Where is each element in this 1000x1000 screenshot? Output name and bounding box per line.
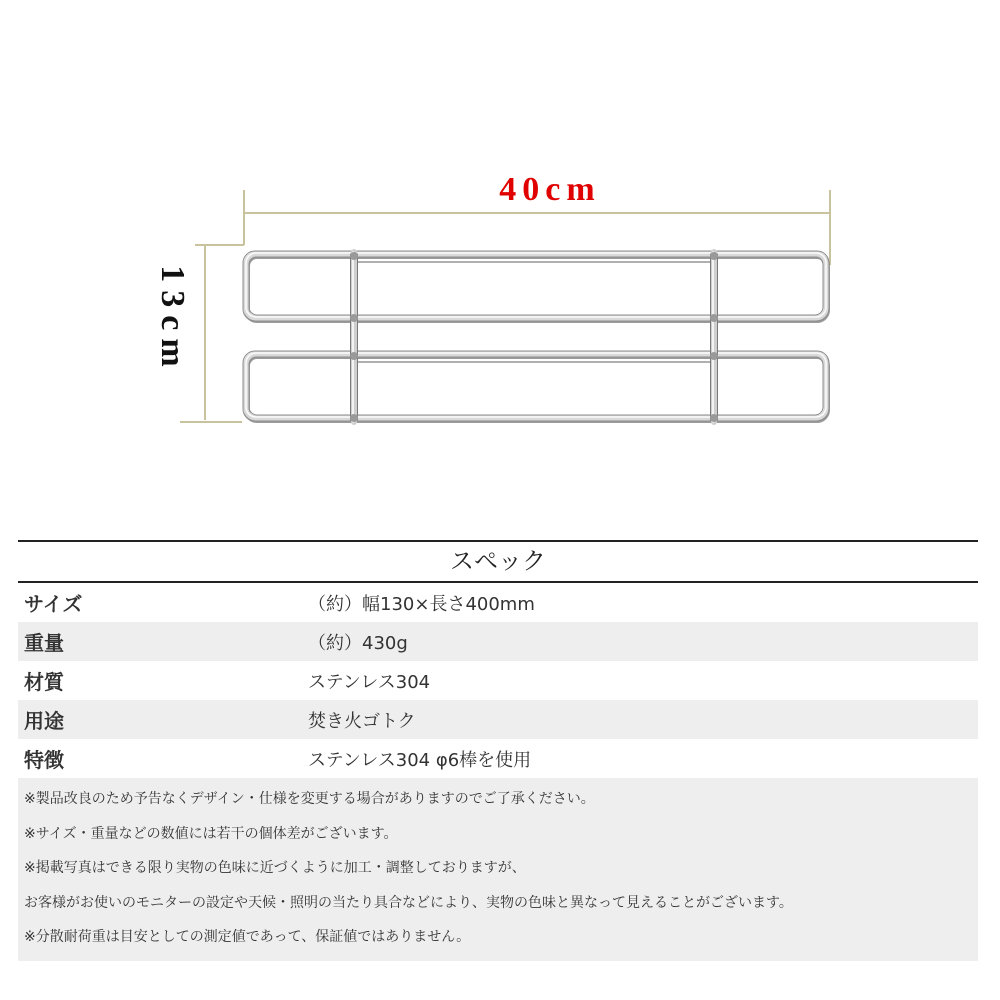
note-line: ※分散耐荷重は目安としての測定値であって、保証値ではありません。 — [24, 929, 471, 945]
spec-row-usage — [18, 700, 978, 739]
spec-title: スペック — [450, 547, 546, 575]
spec-key: 特徴 — [24, 748, 64, 772]
note-line: ※サイズ・重量などの数値には若干の個体差がございます。 — [24, 825, 398, 842]
grate-frames — [243, 251, 829, 422]
spec-row-material — [18, 661, 978, 700]
spec-row-features — [18, 739, 978, 778]
spec-header — [18, 540, 978, 583]
spec-key: 材質 — [24, 670, 64, 694]
height-dimension-label: 13cm — [154, 265, 191, 375]
dimension-lines — [180, 190, 830, 422]
spec-value: 焚き火ゴトク — [308, 710, 416, 732]
width-dimension-label: 40cm — [499, 171, 601, 208]
spec-key: 重量 — [24, 631, 64, 655]
spec-value: ステンレス304 — [308, 671, 431, 693]
note-line: ※製品改良のため予告なくデザイン・仕様を変更する場合がありますのでご了承ください。 — [24, 791, 595, 807]
spec-value: （約）430g — [308, 632, 408, 654]
spec-table — [18, 540, 978, 961]
spec-row-weight — [18, 622, 978, 661]
spec-key: 用途 — [24, 709, 64, 733]
spec-value: （約）幅130×長さ400mm — [308, 593, 535, 615]
note-line: お客様がお使いのモニターの設定や天候・照明の当たり具合などにより、実物の色味と異なって見えることがございます。 — [24, 894, 793, 911]
note-line: ※掲載写真はできる限り実物の色味に近づくように加工・調整しておりますが、 — [24, 860, 526, 876]
spec-value: ステンレス304 φ6棒を使用 — [308, 749, 532, 771]
spec-row-size — [18, 583, 978, 622]
spec-key: サイズ — [24, 592, 83, 616]
spec-notes — [18, 778, 978, 961]
